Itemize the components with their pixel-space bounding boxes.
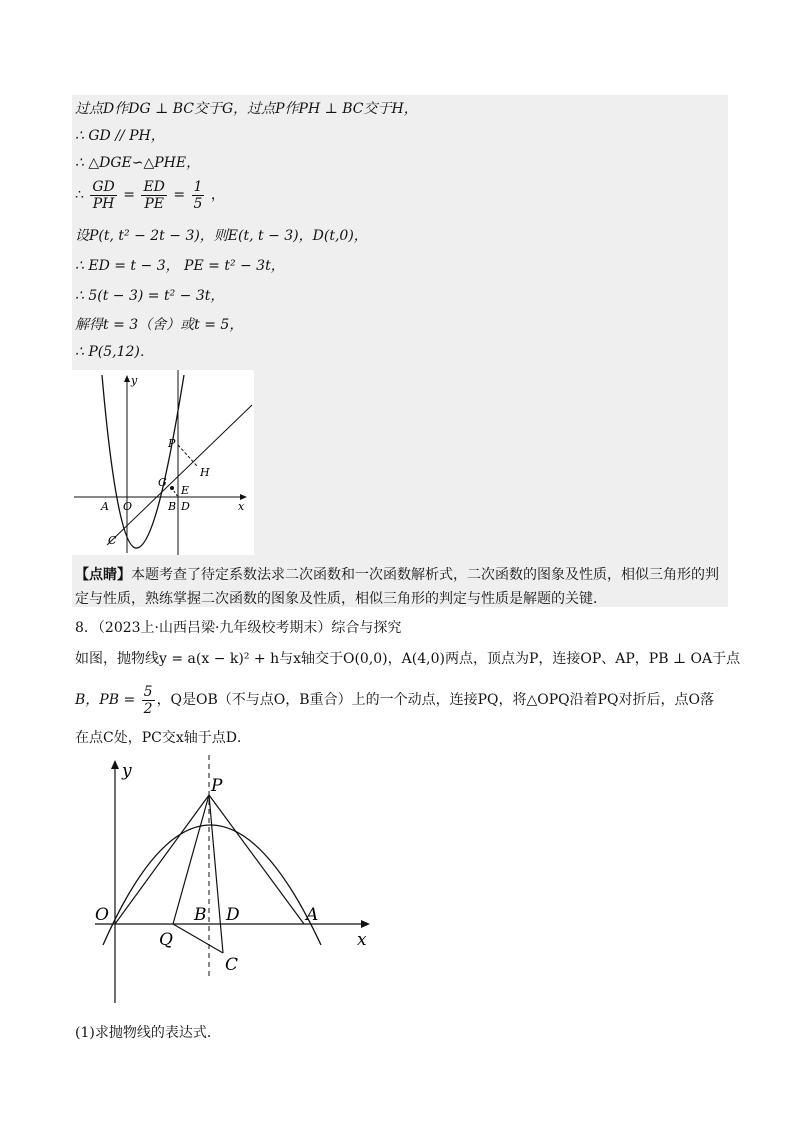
label-x: x	[357, 930, 367, 950]
label-o: O	[95, 905, 109, 925]
solution-line-6: ∴ ED = t − 3， PE = t² − 3t，	[75, 258, 285, 274]
problem-figure-svg	[95, 755, 380, 1005]
label-d: D	[226, 905, 240, 925]
fraction-one-fifth	[192, 179, 205, 212]
y-axis-arrow	[124, 375, 130, 382]
solution-line-1: 过点D作DG ⊥ BC交于G，过点P作PH ⊥ BC交于H，	[75, 101, 418, 117]
fraction-numerator: 1	[193, 178, 203, 195]
equals-sign: =	[173, 187, 186, 203]
point-g	[170, 486, 174, 490]
label-h: H	[200, 466, 210, 479]
label-o: O	[123, 500, 133, 513]
label-c: C	[225, 955, 239, 975]
therefore-symbol: ∴	[75, 187, 84, 203]
fraction-denominator: 2	[143, 700, 153, 717]
segment-pc	[209, 795, 223, 953]
label-y: y	[122, 761, 132, 781]
comment-block	[75, 563, 725, 611]
label-y: y	[131, 374, 138, 387]
fraction-denominator: 5	[193, 195, 203, 212]
parabola-curve	[103, 825, 321, 945]
label-p: P	[168, 437, 176, 450]
parabola-curve	[102, 375, 184, 548]
segment-dg	[174, 491, 178, 497]
fraction-ed-pe	[141, 179, 166, 212]
segment-ap	[209, 795, 304, 924]
problem-8-header: 8．（2023上·山西吕梁·九年级校考期末）综合与探究	[75, 620, 402, 636]
y-axis-arrow	[111, 760, 119, 769]
label-a: A	[101, 500, 109, 513]
solution-line-8: 解得t = 3（舍）或t = 5，	[75, 317, 244, 333]
label-c: C	[108, 534, 117, 547]
label-x: x	[238, 500, 245, 513]
pb-equation-left: B，PB =	[75, 692, 136, 708]
problem-8-line-3: 在点C处，PC交x轴于点D．	[75, 730, 251, 746]
label-p: P	[211, 776, 223, 796]
solution-figure	[72, 370, 254, 555]
label-b: B	[168, 500, 177, 513]
label-g: G	[158, 476, 167, 489]
comment-text: 本题考查了待定系数法求二次函数和一次函数解析式，二次函数的图象及性质，相似三角形的判定与性质，熟练掌握二次函数的图象及性质，相似三角形的判定与性质是解题的关键．	[75, 567, 719, 607]
fraction-five-halves	[142, 684, 155, 717]
solution-line-5: 设P(t, t² − 2t − 3)，则E(t, t − 3)，D(t,0)，	[75, 228, 368, 244]
label-e: E	[181, 484, 190, 497]
fraction-gd-ph	[90, 179, 116, 212]
x-axis-arrow	[361, 920, 370, 928]
problem-8-subquestion-1: (1)求抛物线的表达式．	[75, 1025, 221, 1041]
fraction-numerator: GD	[92, 178, 115, 195]
solution-line-4	[75, 176, 225, 214]
problem-8-line-2	[75, 680, 725, 720]
comma: ，	[210, 187, 225, 203]
solution-line-7: ∴ 5(t − 3) = t² − 3t，	[75, 288, 225, 304]
fraction-denominator: PH	[92, 195, 115, 212]
problem-figure	[95, 755, 380, 1005]
solution-line-9: ∴ P(5,12)．	[75, 344, 154, 360]
problem-8-line-1: 如图，抛物线y = a(x − k)² + h与x轴交于O(0,0)，A(4,0)两点，顶点为P，连接OP、AP，PB ⊥ OA于点	[75, 651, 741, 667]
label-b: B	[194, 905, 207, 925]
label-q: Q	[159, 930, 173, 950]
solution-figure-svg	[72, 370, 254, 555]
comment-tag: 【点睛】	[75, 567, 131, 583]
label-a: A	[306, 905, 319, 925]
problem-8-line-2-text: ，Q是OB（不与点O，B重合）上的一个动点，连接PQ，将△OPQ沿着PQ对折后，点O落	[156, 692, 714, 708]
solution-line-3: ∴ △DGE∽△PHE，	[75, 155, 201, 171]
line-bc	[107, 405, 252, 545]
fraction-numerator: ED	[143, 178, 165, 195]
segment-qc	[173, 924, 223, 953]
solution-line-2: ∴ GD // PH，	[75, 128, 165, 144]
fraction-numerator: 5	[143, 683, 153, 700]
label-d: D	[181, 500, 190, 513]
equals-sign: =	[123, 187, 135, 203]
segment-ph	[178, 445, 197, 466]
fraction-denominator: PE	[144, 195, 164, 212]
